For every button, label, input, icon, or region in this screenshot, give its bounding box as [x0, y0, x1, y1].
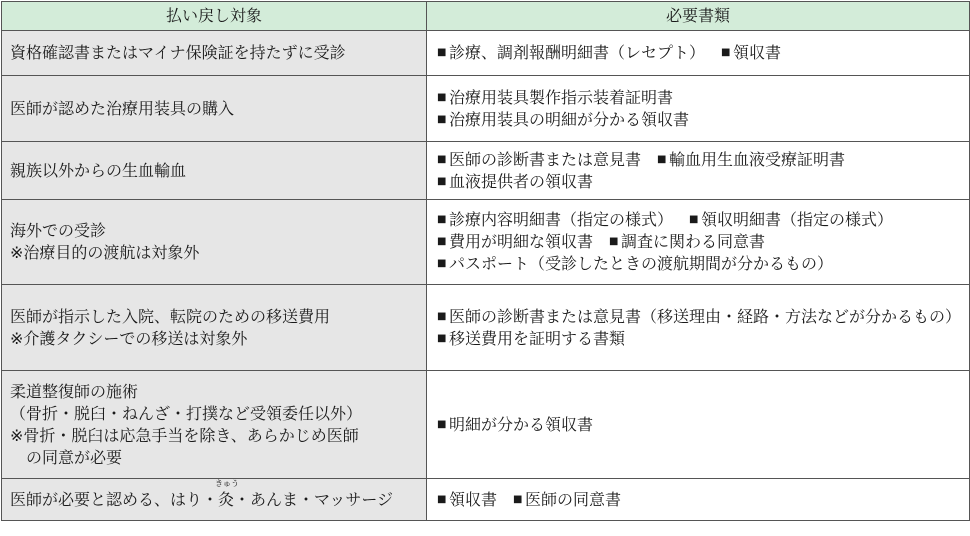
bullet-icon: ■	[657, 153, 667, 165]
document-item: ■ 費用が明細な領収書	[437, 232, 594, 251]
bullet-icon: ■	[437, 175, 447, 187]
required-docs-cell	[427, 200, 970, 285]
refund-target-cell	[2, 285, 427, 371]
refund-target-cell	[2, 31, 427, 76]
required-docs-cell	[427, 285, 970, 371]
required-docs-cell	[427, 479, 970, 521]
refund-target-cell	[2, 371, 427, 479]
refund-target-text: 医師が認めた治療用装具の購入	[10, 98, 235, 118]
bullet-icon: ■	[437, 91, 447, 103]
required-docs-cell	[427, 142, 970, 200]
document-item: ■ 医師の同意書	[513, 489, 622, 509]
table-row	[2, 76, 970, 142]
refund-target-note-cont: の同意が必要	[10, 447, 123, 467]
document-item: ■ 医師の診断書または意見書	[437, 149, 642, 169]
refund-target-cell	[2, 142, 427, 200]
required-docs-cell	[427, 76, 970, 142]
required-docs-cell	[427, 371, 970, 479]
bullet-icon: ■	[437, 236, 447, 247]
table-row	[2, 31, 970, 76]
table-header-row	[2, 2, 970, 31]
furigana: きゅう	[215, 478, 240, 488]
document-item: ■ 領収書	[721, 43, 782, 62]
document-item: ■ 移送費用を証明する書類	[437, 328, 626, 348]
table-row	[2, 479, 970, 521]
document-item: ■ パスポート（受診したときの渡航期間が分かるもの）	[437, 254, 834, 273]
document-item: ■ 血液提供者の領収書	[437, 171, 594, 191]
refund-target-text: 海外での受診	[10, 221, 107, 240]
table-row	[2, 142, 970, 200]
refund-target-text: 親族以外からの生血輸血	[10, 160, 187, 180]
bullet-icon: ■	[437, 47, 447, 58]
bullet-icon: ■	[721, 47, 731, 58]
document-item: ■ 治療用装具の明細が分かる領収書	[437, 109, 690, 129]
bullet-icon: ■	[609, 236, 619, 247]
document-item: ■ 診療内容明細書（指定の様式）	[437, 210, 674, 229]
refund-table	[1, 1, 970, 521]
document-item: ■ 領収明細書（指定の様式）	[689, 210, 894, 229]
table-row	[2, 371, 970, 479]
bullet-icon: ■	[513, 493, 523, 505]
bullet-icon: ■	[437, 493, 447, 505]
document-item: ■ 輸血用生血液受療証明書	[657, 149, 846, 169]
refund-target-note: ※治療目的の渡航は対象外	[10, 243, 200, 262]
refund-target-text: 資格確認書またはマイナ保険証を持たずに受診	[10, 43, 346, 62]
refund-target-text: 医師が指示した入院、転院のための移送費用	[10, 306, 331, 326]
bullet-icon: ■	[437, 332, 447, 344]
header-required-documents: 必要書類	[427, 2, 970, 31]
bullet-icon: ■	[437, 214, 447, 225]
bullet-icon: ■	[689, 214, 699, 225]
refund-target-note: ※介護タクシーでの移送は対象外	[10, 328, 248, 348]
document-item: ■ 明細が分かる領収書	[437, 414, 594, 434]
refund-target-detail: （骨折・脱臼・ねんざ・打撲など受領委任以外）	[10, 403, 363, 423]
moxibustion-kanji: きゅう 灸	[215, 478, 240, 509]
document-item: ■ 調査に関わる同意書	[609, 232, 766, 251]
refund-target-note: ※骨折・脱臼は応急手当を除き、あらかじめ医師	[10, 425, 359, 445]
bullet-icon: ■	[437, 153, 447, 165]
document-item: ■ 治療用装具製作指示装着証明書	[437, 87, 674, 107]
refund-target-cell	[2, 76, 427, 142]
table-row	[2, 200, 970, 285]
bullet-icon: ■	[437, 113, 447, 125]
table-row	[2, 285, 970, 371]
bullet-icon: ■	[437, 258, 447, 269]
refund-target-cell	[2, 479, 427, 521]
refund-target-text: 柔道整復師の施術	[10, 381, 139, 401]
document-item: ■ 医師の診断書または意見書（移送理由・経路・方法などが分かるもの）	[437, 306, 962, 326]
bullet-icon: ■	[437, 310, 447, 322]
header-refund-target: 払い戻し対象	[2, 2, 427, 31]
document-item: ■ 診療、調剤報酬明細書（レセプト）	[437, 43, 706, 62]
refund-target-text: 医師が必要と認める、はり・ きゅう 灸・あんま・マッサージ	[10, 478, 394, 509]
required-docs-cell	[427, 31, 970, 76]
refund-target-cell	[2, 200, 427, 285]
bullet-icon: ■	[437, 418, 447, 430]
document-item: ■ 領収書	[437, 489, 498, 509]
